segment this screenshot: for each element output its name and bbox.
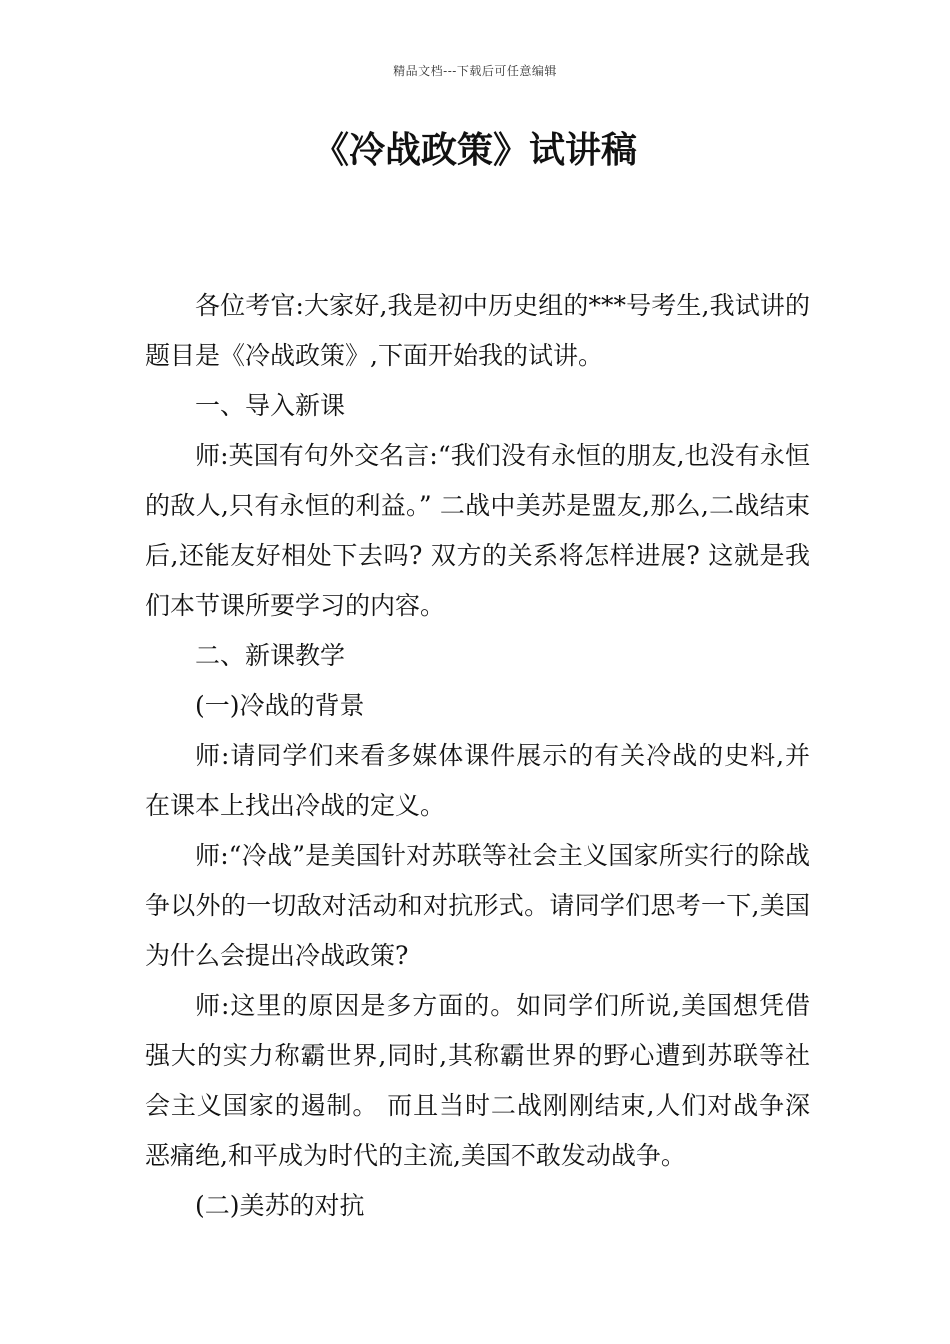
subsection-heading-background: (一)冷战的背景 <box>195 691 365 720</box>
paragraph-reasons: 师:这里的原因是多方面的。如同学们所说,美国想凭借强大的实力称霸世界,同时,其称霸世界的野心遭到苏联等社会主义国家的遏制。 而且当时二战刚刚结束,人们对战争深恶痛绝,和平成为时代的主流,美国不敢发动战争。 <box>145 991 810 1170</box>
paragraph-definition: 师:“冷战”是美国针对苏联等社会主义国家所实行的除战争以外的一切敌对活动和对抗形式。请同学们思考一下,美国为什么会提出冷战政策? <box>145 841 810 970</box>
document-body <box>145 281 810 1231</box>
paragraph-intro: 各位考官:大家好,我是初中历史组的***号考生,我试讲的题目是《冷战政策》,下面开始我的试讲。 <box>145 291 810 370</box>
document-title: 《冷战政策》试讲稿 <box>312 129 637 171</box>
paragraph-materials: 师:请同学们来看多媒体课件展示的有关冷战的史料,并在课本上找出冷战的定义。 <box>145 741 810 820</box>
header-note: 精品文档---下载后可任意编辑 <box>393 64 557 78</box>
paragraph-lead-in: 师:英国有句外交名言:“我们没有永恒的朋友,也没有永恒的敌人,只有永恒的利益。” 二战中美苏是盟友,那么,二战结束后,还能友好相处下去吗? 双方的关系将怎样进展? 这就是我们本节课所要学习的内容。 <box>145 441 810 620</box>
section-heading-teaching: 二、新课教学 <box>195 641 346 670</box>
subsection-heading-confrontation: (二)美苏的对抗 <box>195 1191 365 1220</box>
section-heading-intro: 一、导入新课 <box>195 391 346 420</box>
